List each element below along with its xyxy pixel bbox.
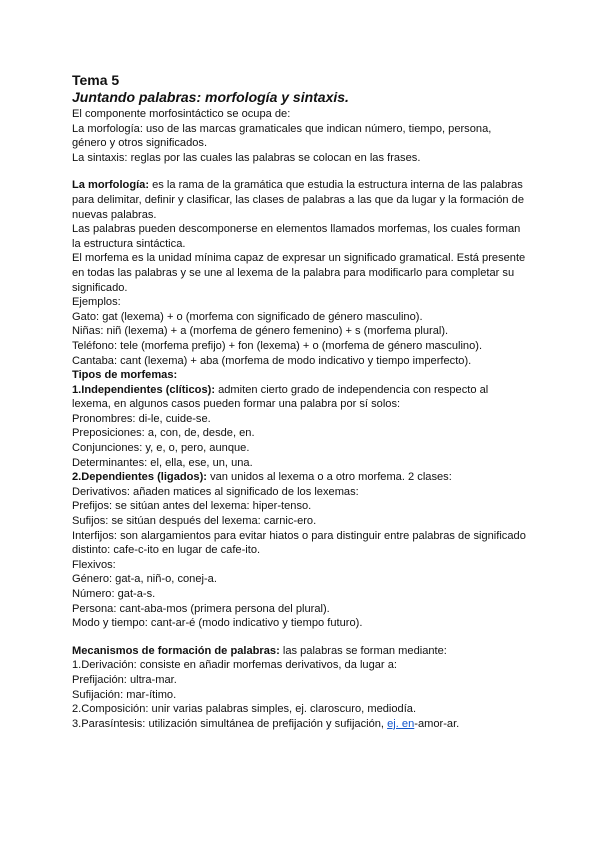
list-line: Interfijos: son alargamientos para evitar hiatos o para distinguir entre palabras de significado bbox=[72, 529, 526, 542]
body-line: El morfema es la unidad mínima capaz de expresar un significado gramatical. Está presente bbox=[72, 252, 526, 265]
list-line: Prefijos: se sitúan antes del lexema: hiper-tenso. bbox=[72, 500, 312, 513]
document-title: Tema 5 bbox=[72, 72, 120, 88]
list-line: Género: gat-a, niñ-o, conej-a. bbox=[72, 573, 217, 586]
dependientes-first-line bbox=[72, 470, 532, 485]
list-line: Persona: cant-aba-mos (primera persona del plural). bbox=[72, 602, 330, 615]
tipos-heading: Tipos de morfemas: bbox=[72, 369, 178, 382]
morfologia-first-line bbox=[72, 178, 532, 193]
list-line: 2.Composición: unir varias palabras simples, ej. claroscuro, mediodía. bbox=[72, 703, 417, 716]
list-line: Número: gat-a-s. bbox=[72, 588, 156, 600]
list-line: Pronombres: di-le, cuide-se. bbox=[72, 412, 211, 425]
body-line: significado. bbox=[72, 281, 128, 294]
list-line: Modo y tiempo: cant-ar-é (modo indicativo y tiempo futuro). bbox=[72, 617, 363, 630]
intro-line: La sintaxis: reglas por las cuales las palabras se colocan en las frases. bbox=[72, 151, 421, 164]
example-link[interactable]: ej. en bbox=[387, 717, 415, 730]
paragraph-gap bbox=[72, 631, 532, 644]
intro-line: género y otros significados. bbox=[72, 137, 208, 150]
parasintesis-text: 3.Parasíntesis: utilización simultánea de prefijación y sufijación, bbox=[72, 717, 388, 730]
independientes-definition: admiten cierto grado de independencia con respecto al bbox=[215, 383, 489, 396]
document-body bbox=[72, 72, 532, 731]
morfologia-definition: es la rama de la gramática que estudia la estructura interna de las palabras bbox=[149, 179, 523, 192]
body-line: en todas las palabras y se une al lexema de la palabra para modificarlo para completar su bbox=[72, 266, 515, 279]
dependientes-definition: van unidos al lexema o a otro morfema. 2 clases: bbox=[207, 471, 452, 484]
list-line: Prefijación: ultra-mar. bbox=[72, 673, 177, 686]
mecanismos-section bbox=[72, 644, 532, 732]
list-line: Preposiciones: a, con, de, desde, en. bbox=[72, 427, 255, 440]
list-line: 1.Derivación: consiste en añadir morfemas derivativos, da lugar a: bbox=[72, 659, 397, 672]
body-line: para delimitar, definir y clasificar, las clases de palabras a las que da lugar y la formación de bbox=[72, 193, 524, 206]
mecanismos-definition: las palabras se forman mediante: bbox=[279, 644, 447, 657]
body-line: la estructura sintáctica. bbox=[72, 237, 186, 250]
example-line: Gato: gat (lexema) + o (morfema con significado de género masculino). bbox=[72, 310, 423, 323]
list-line: Derivativos: añaden matices al significado de los lexemas: bbox=[72, 485, 359, 498]
intro-line: El componente morfosintáctico se ocupa de: bbox=[72, 108, 291, 120]
list-line: Sufijos: se sitúan después del lexema: carnic-ero. bbox=[72, 515, 317, 528]
body-line: Las palabras pueden descomponerse en elementos llamados morfemas, los cuales forman bbox=[72, 223, 521, 236]
document-subtitle: Juntando palabras: morfología y sintaxis. bbox=[72, 89, 349, 105]
parasintesis-suffix: -amor-ar. bbox=[414, 717, 460, 730]
example-line: Teléfono: tele (morfema prefijo) + fon (lexema) + o (morfema de género masculino). bbox=[72, 339, 483, 352]
paragraph-gap bbox=[72, 165, 532, 178]
examples-label: Ejemplos: bbox=[72, 296, 121, 309]
morfologia-term: La morfología: bbox=[72, 179, 150, 192]
list-line: Flexivos: bbox=[72, 558, 116, 571]
intro-paragraph bbox=[72, 107, 532, 165]
independientes-first-line bbox=[72, 383, 532, 398]
example-line: Niñas: niñ (lexema) + a (morfema de género femenino) + s (morfema plural). bbox=[72, 325, 449, 338]
morfologia-section bbox=[72, 178, 532, 368]
independientes-term: 1.Independientes (clíticos): bbox=[72, 383, 216, 396]
list-line: Determinantes: el, ella, ese, un, una. bbox=[72, 456, 253, 469]
list-line: Conjunciones: y, e, o, pero, aunque. bbox=[72, 442, 250, 455]
parasintesis-line bbox=[72, 717, 532, 732]
tipos-section bbox=[72, 368, 532, 631]
body-line: lexema, en algunos casos pueden formar una palabra por sí solos: bbox=[72, 398, 401, 411]
dependientes-term: 2.Dependientes (ligados): bbox=[72, 471, 207, 484]
mecanismos-first-line bbox=[72, 644, 532, 659]
example-line: Cantaba: cant (lexema) + aba (morfema de modo indicativo y tiempo imperfecto). bbox=[72, 354, 472, 367]
list-line: Sufijación: mar-ítimo. bbox=[72, 688, 177, 701]
intro-line: La morfología: uso de las marcas gramaticales que indican número, tiempo, persona, bbox=[72, 122, 492, 135]
mecanismos-term: Mecanismos de formación de palabras: bbox=[72, 644, 280, 657]
list-line: distinto: cafe-c-ito en lugar de cafe-ito. bbox=[72, 544, 261, 557]
body-line: nuevas palabras. bbox=[72, 208, 157, 221]
